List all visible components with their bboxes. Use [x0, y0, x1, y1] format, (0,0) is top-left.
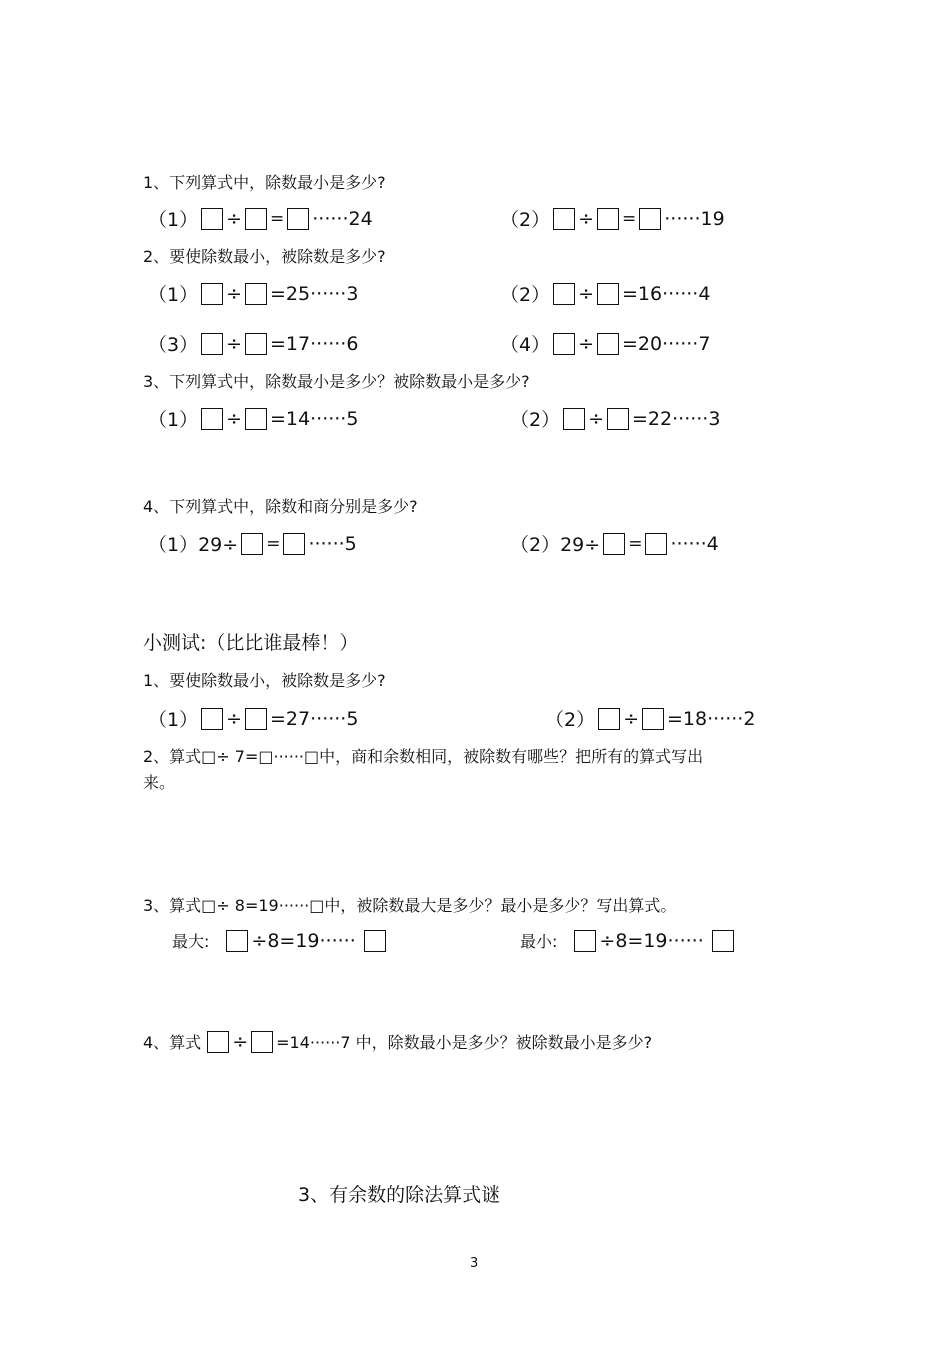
- blank-box: [201, 283, 223, 305]
- blank-box: [201, 333, 223, 355]
- blank-box: [207, 1031, 229, 1053]
- blank-box: [639, 208, 661, 230]
- equation-4-2: （2）29÷ = ······4: [510, 532, 719, 556]
- quiz-equation-3-min: 最小: ÷8=19······: [520, 929, 737, 952]
- quiz-question-1: 1、要使除数最小，被除数是多少?: [143, 671, 386, 690]
- blank-box: [245, 708, 267, 730]
- blank-box: [598, 708, 620, 730]
- blank-box: [597, 333, 619, 355]
- blank-box: [364, 930, 386, 952]
- equation-4-1: （1）29÷ = ······5: [148, 532, 357, 556]
- blank-box: [553, 333, 575, 355]
- blank-box: [645, 533, 667, 555]
- question-1: 1、下列算式中，除数最小是多少?: [143, 173, 386, 192]
- equation-3-2: （2） ÷ =22······3: [510, 407, 721, 431]
- blank-box: [283, 533, 305, 555]
- quiz-question-2-line-1: 2、算式□÷ 7=□······□中，商和余数相同，被除数有哪些？把所有的算式写出: [143, 747, 704, 766]
- blank-box: [574, 930, 596, 952]
- equation-1-1: （1） ÷ = ······24: [148, 207, 373, 231]
- blank-box: [607, 408, 629, 430]
- blank-box: [226, 930, 248, 952]
- blank-box: [245, 283, 267, 305]
- quiz-equation-3-max: 最大: ÷8=19······: [172, 929, 389, 952]
- blank-box: [245, 408, 267, 430]
- blank-box: [251, 1031, 273, 1053]
- equation-3-1: （1） ÷ =14······5: [148, 407, 359, 431]
- equation-2-4: （4） ÷ =20······7: [500, 332, 711, 356]
- quiz-question-3: 3、算式□÷ 8=19······□中，被除数最大是多少？最小是多少？写出算式。: [143, 896, 677, 915]
- equation-2-1: （1） ÷ =25······3: [148, 282, 359, 306]
- blank-box: [287, 208, 309, 230]
- question-3: 3、下列算式中，除数最小是多少？被除数最小是多少?: [143, 372, 530, 391]
- blank-box: [642, 708, 664, 730]
- question-2: 2、要使除数最小，被除数是多少?: [143, 247, 386, 266]
- blank-box: [245, 333, 267, 355]
- equation-1-2: （2） ÷ = ······19: [500, 207, 725, 231]
- quiz-title: 小测试:（比比谁最棒！）: [143, 632, 359, 654]
- blank-box: [201, 408, 223, 430]
- blank-box: [201, 208, 223, 230]
- blank-box: [553, 208, 575, 230]
- chapter-title: 3、有余数的除法算式谜: [298, 1184, 501, 1206]
- equation-2-2: （2） ÷ =16······4: [500, 282, 711, 306]
- equation-2-3: （3） ÷ =17······6: [148, 332, 359, 356]
- blank-box: [245, 208, 267, 230]
- blank-box: [201, 708, 223, 730]
- quiz-equation-1-1: （1） ÷ =27······5: [148, 707, 359, 731]
- blank-box: [597, 283, 619, 305]
- blank-box: [553, 283, 575, 305]
- blank-box: [603, 533, 625, 555]
- page-number: 3: [470, 1256, 479, 1271]
- blank-box: [712, 930, 734, 952]
- blank-box: [563, 408, 585, 430]
- quiz-question-4: 4、算式 ÷ =14······7 中，除数最小是多少？被除数最小是多少?: [143, 1030, 653, 1053]
- blank-box: [597, 208, 619, 230]
- quiz-equation-1-2: （2） ÷ =18······2: [545, 707, 756, 731]
- blank-box: [241, 533, 263, 555]
- question-4: 4、下列算式中，除数和商分别是多少?: [143, 497, 418, 516]
- quiz-question-2-line-2: 来。: [143, 773, 176, 792]
